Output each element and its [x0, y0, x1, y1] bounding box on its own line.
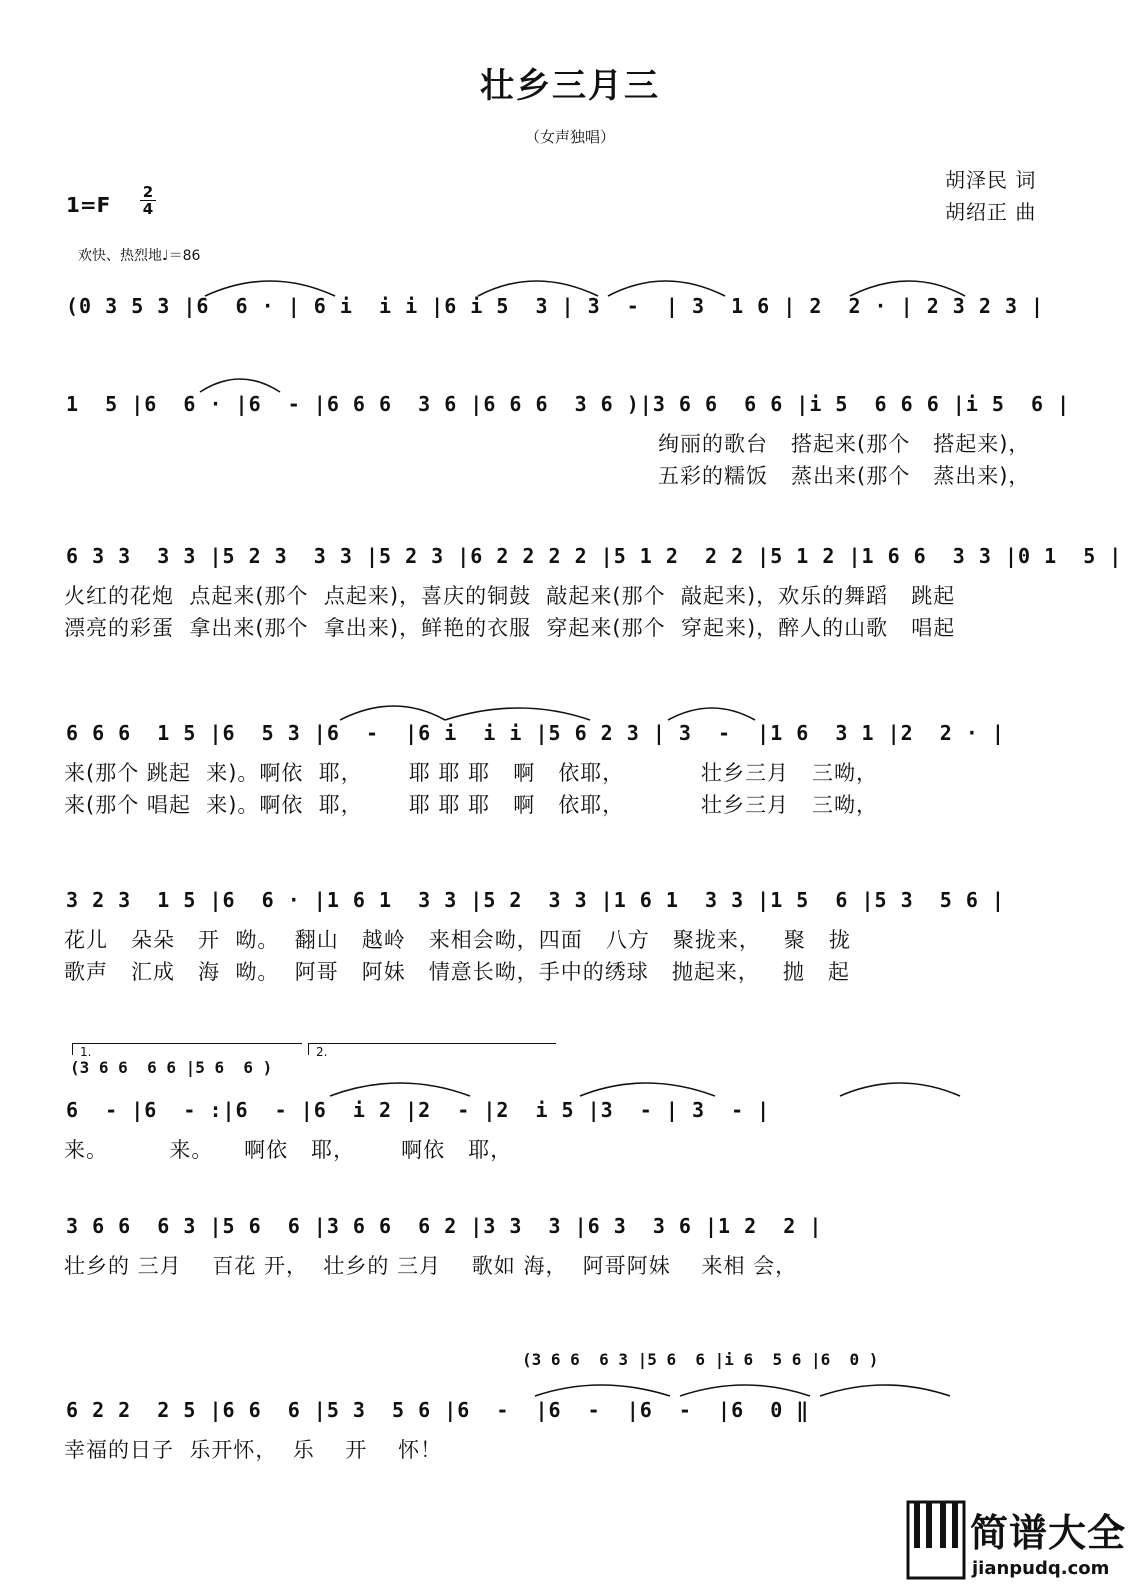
slur [668, 708, 755, 720]
lyrics-verse-1: 幸福的日子 乐开怀， 乐 开 怀！ [64, 1438, 443, 1462]
logo-name: 简谱大全 [970, 1511, 1127, 1555]
time-signature-top: 2 [142, 183, 154, 201]
key-signature: 1=F [66, 193, 111, 217]
ending-1-notes: (3 6 6 6 6 |5 6 6 ) [70, 1058, 273, 1077]
slur [200, 379, 280, 392]
notes-line: 6 - |6 - :|6 - |6 i 2 |2 - |2 i 5 |3 - | 3 - | [66, 1098, 771, 1122]
slur [580, 1083, 715, 1096]
notes-line: 6 6 6 1 5 |6 5 3 |6 - |6 i i i |5 6 2 3 | 3 - |1 6 3 1 |2 2 · | [66, 721, 1005, 745]
notes-line: 6 2 2 2 5 |6 6 6 |5 3 5 6 |6 - |6 - |6 - |6 0 ‖ [66, 1398, 810, 1422]
slur [445, 708, 590, 720]
notes-line: 3 6 6 6 3 |5 6 6 |3 6 6 6 2 |3 3 3 |6 3 3 6 |1 2 2 | [66, 1214, 823, 1238]
volta-bracket-1-edge [72, 1043, 73, 1055]
lyricist-credit: 胡泽民 词 [945, 168, 1037, 192]
notes-line: 1 5 |6 6 · |6 - |6 6 6 3 6 |6 6 6 3 6 )|3 6 6 6 6 |i 5 6 6 6 |i 5 6 | [66, 392, 1071, 416]
slur [330, 1083, 470, 1096]
lyrics-verse-1: 火红的花炮 点起来(那个 点起来)，喜庆的铜鼓 敲起来(那个 敲起来)，欢乐的舞蹈 跳起 [64, 584, 956, 608]
logo-url: jianpudq.com [972, 1558, 1110, 1579]
lyrics-verse-1: 壮乡的 三月 百花 开， 壮乡的 三月 歌如 海， 阿哥阿妹 来相 会， [64, 1254, 798, 1278]
lyrics-verse-1: 花儿 朵朵 开 呦。 翻山 越岭 来相会呦，四面 八方 聚拢来， 聚 拢 [64, 928, 851, 952]
site-logo [906, 1500, 1136, 1588]
tie [820, 1385, 950, 1396]
lyrics-verse-2: 五彩的糯饭 蒸出来(那个 蒸出来)， [658, 464, 1031, 488]
lyrics-verse-2: 来(那个 唱起 来)。啊依 耶， 耶 耶 耶 啊 依耶， 壮乡三月 三呦， [64, 793, 878, 817]
time-signature [140, 185, 156, 216]
volta-bracket-2-edge [308, 1043, 309, 1055]
subtitle: （女声独唱） [524, 128, 615, 146]
accompaniment-notes: (3 6 6 6 3 |5 6 6 |i 6 5 6 |6 0 ) [522, 1350, 879, 1369]
piano-keys-icon [906, 1500, 966, 1580]
volta-1-label: 1. [80, 1045, 92, 1059]
notes-line: 6 3 3 3 3 |5 2 3 3 3 |5 2 3 |6 2 2 2 2 |5 1 2 2 2 |5 1 2 |1 6 6 3 3 |0 1 5 | [66, 544, 1123, 568]
notes-line: (0 3 5 3 |6 6 · | 6 i i i |6 i 5 3 | 3 - | 3 1 6 | 2 2 · | 2 3 2 3 | [66, 294, 1045, 318]
time-signature-bottom: 4 [142, 200, 154, 218]
tempo-marking: 欢快、热烈地♩＝86 [78, 248, 201, 264]
lyrics-verse-1: 来。 来。 啊依 耶， 啊依 耶， [64, 1138, 513, 1162]
tie [680, 1385, 810, 1396]
notes-line: 3 2 3 1 5 |6 6 · |1 6 1 3 3 |5 2 3 3 |1 6 1 3 3 |1 5 6 |5 3 5 6 | [66, 888, 1005, 912]
volta-bracket-1 [72, 1043, 302, 1044]
slur [840, 1083, 960, 1096]
page-title: 壮乡三月三 [480, 66, 660, 106]
slur [340, 706, 445, 720]
volta-bracket-2 [308, 1043, 556, 1044]
lyrics-verse-1: 来(那个 跳起 来)。啊依 耶， 耶 耶 耶 啊 依耶， 壮乡三月 三呦， [64, 761, 878, 785]
volta-2-label: 2. [316, 1045, 328, 1059]
tie [535, 1385, 670, 1396]
lyrics-verse-2: 歌声 汇成 海 呦。 阿哥 阿妹 情意长呦，手中的绣球 抛起来， 抛 起 [64, 960, 850, 984]
lyrics-verse-2: 漂亮的彩蛋 拿出来(那个 拿出来)，鲜艳的衣服 穿起来(那个 穿起来)，醉人的山歌 唱起 [64, 616, 956, 640]
lyrics-verse-1: 绚丽的歌台 搭起来(那个 搭起来)， [658, 432, 1031, 456]
composer-credit: 胡绍正 曲 [945, 200, 1037, 224]
